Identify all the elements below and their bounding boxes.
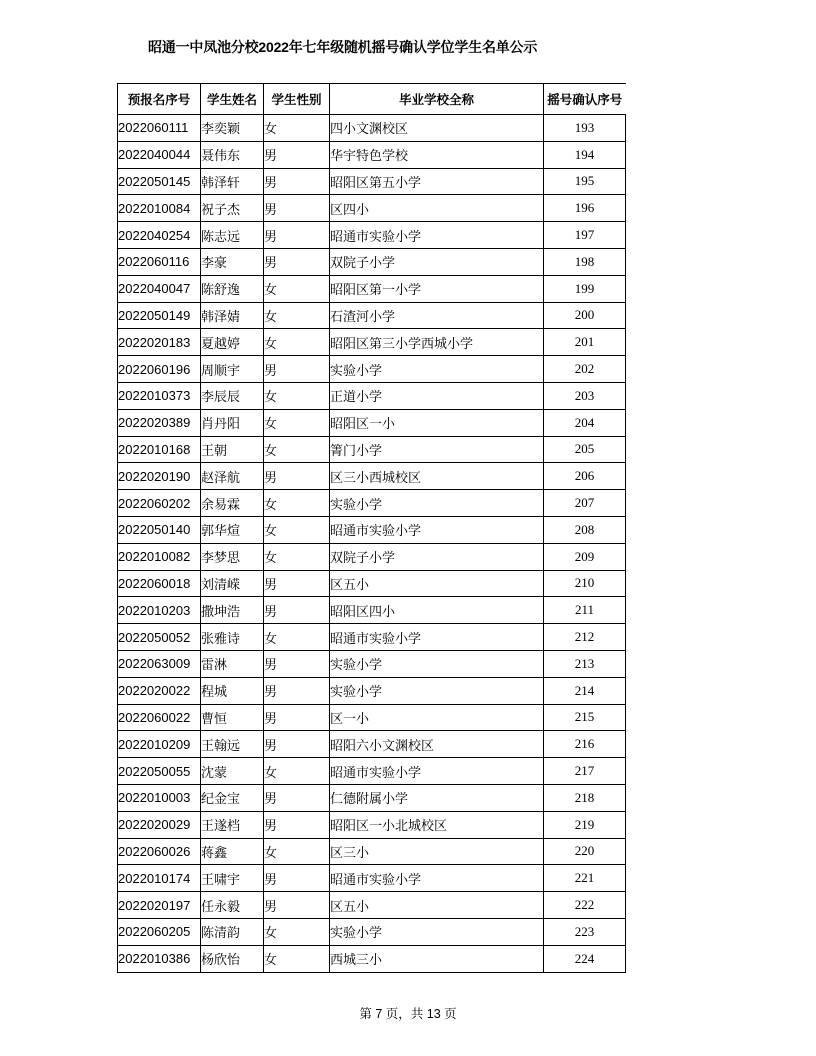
cell-student-gender: 女 [264, 115, 330, 142]
cell-school-name: 双院子小学 [330, 248, 544, 275]
table-row [118, 302, 626, 329]
cell-school-name: 昭阳区第五小学 [330, 168, 544, 195]
cell-lottery-seq: 218 [544, 784, 626, 811]
header-student-name: 学生姓名 [201, 84, 264, 115]
cell-prereg-id: 2022050145 [118, 168, 201, 195]
cell-school-name: 区四小 [330, 195, 544, 222]
cell-school-name: 区三小西城校区 [330, 463, 544, 490]
cell-school-name: 实验小学 [330, 650, 544, 677]
cell-prereg-id: 2022050140 [118, 516, 201, 543]
cell-student-name: 雷淋 [201, 650, 264, 677]
cell-prereg-id: 2022050055 [118, 758, 201, 785]
cell-student-name: 杨欣怡 [201, 945, 264, 972]
table-row [118, 704, 626, 731]
cell-prereg-id: 2022020190 [118, 463, 201, 490]
cell-student-name: 撒坤浩 [201, 597, 264, 624]
cell-student-gender: 男 [264, 222, 330, 249]
table-row [118, 811, 626, 838]
cell-student-gender: 男 [264, 597, 330, 624]
table-row [118, 865, 626, 892]
table-row [118, 892, 626, 919]
table-row [118, 624, 626, 651]
cell-student-name: 余易霖 [201, 490, 264, 517]
cell-student-gender: 男 [264, 704, 330, 731]
table-row [118, 436, 626, 463]
cell-student-gender: 女 [264, 490, 330, 517]
cell-student-name: 祝子杰 [201, 195, 264, 222]
cell-student-gender: 女 [264, 329, 330, 356]
cell-student-gender: 男 [264, 677, 330, 704]
cell-student-name: 周顺宇 [201, 356, 264, 383]
table-row [118, 329, 626, 356]
header-student-gender: 学生性别 [264, 84, 330, 115]
cell-student-name: 陈舒逸 [201, 275, 264, 302]
cell-student-name: 任永毅 [201, 892, 264, 919]
cell-student-gender: 男 [264, 892, 330, 919]
cell-prereg-id: 2022010373 [118, 382, 201, 409]
student-table-body [118, 115, 626, 973]
cell-lottery-seq: 195 [544, 168, 626, 195]
cell-student-gender: 女 [264, 436, 330, 463]
cell-prereg-id: 2022020022 [118, 677, 201, 704]
cell-school-name: 实验小学 [330, 356, 544, 383]
cell-school-name: 昭阳区四小 [330, 597, 544, 624]
cell-student-gender: 女 [264, 624, 330, 651]
cell-school-name: 昭通市实验小学 [330, 758, 544, 785]
table-row [118, 275, 626, 302]
cell-student-name: 李辰辰 [201, 382, 264, 409]
cell-prereg-id: 2022020029 [118, 811, 201, 838]
cell-lottery-seq: 209 [544, 543, 626, 570]
cell-lottery-seq: 214 [544, 677, 626, 704]
cell-student-name: 王遂档 [201, 811, 264, 838]
cell-prereg-id: 2022010203 [118, 597, 201, 624]
cell-student-gender: 女 [264, 516, 330, 543]
cell-school-name: 区三小 [330, 838, 544, 865]
cell-student-gender: 男 [264, 463, 330, 490]
cell-prereg-id: 2022020197 [118, 892, 201, 919]
table-row [118, 570, 626, 597]
cell-school-name: 实验小学 [330, 490, 544, 517]
cell-lottery-seq: 221 [544, 865, 626, 892]
table-row [118, 543, 626, 570]
cell-student-gender: 男 [264, 650, 330, 677]
cell-prereg-id: 2022060026 [118, 838, 201, 865]
cell-school-name: 实验小学 [330, 677, 544, 704]
cell-prereg-id: 2022040254 [118, 222, 201, 249]
table-row [118, 195, 626, 222]
cell-prereg-id: 2022020183 [118, 329, 201, 356]
table-row [118, 141, 626, 168]
table-row [118, 168, 626, 195]
cell-student-name: 聂伟东 [201, 141, 264, 168]
cell-student-gender: 女 [264, 758, 330, 785]
cell-student-name: 曹恒 [201, 704, 264, 731]
cell-student-name: 赵泽航 [201, 463, 264, 490]
cell-student-name: 王啸宇 [201, 865, 264, 892]
cell-school-name: 昭通市实验小学 [330, 865, 544, 892]
cell-lottery-seq: 200 [544, 302, 626, 329]
table-row [118, 784, 626, 811]
cell-lottery-seq: 199 [544, 275, 626, 302]
cell-lottery-seq: 196 [544, 195, 626, 222]
cell-prereg-id: 2022060205 [118, 918, 201, 945]
cell-student-name: 刘清嵘 [201, 570, 264, 597]
cell-student-gender: 男 [264, 356, 330, 383]
cell-prereg-id: 2022060116 [118, 248, 201, 275]
cell-lottery-seq: 215 [544, 704, 626, 731]
cell-student-gender: 女 [264, 543, 330, 570]
cell-prereg-id: 2022060111 [118, 115, 201, 142]
cell-prereg-id: 2022050052 [118, 624, 201, 651]
cell-school-name: 四小文渊校区 [330, 115, 544, 142]
header-lottery-seq: 摇号确认序号 [544, 84, 626, 115]
cell-student-name: 王朝 [201, 436, 264, 463]
cell-prereg-id: 2022050149 [118, 302, 201, 329]
cell-school-name: 华宇特色学校 [330, 141, 544, 168]
cell-lottery-seq: 206 [544, 463, 626, 490]
cell-prereg-id: 2022020389 [118, 409, 201, 436]
cell-prereg-id: 2022040047 [118, 275, 201, 302]
table-row [118, 490, 626, 517]
cell-student-name: 张雅诗 [201, 624, 264, 651]
cell-student-name: 王翰远 [201, 731, 264, 758]
cell-student-gender: 女 [264, 302, 330, 329]
table-row [118, 838, 626, 865]
cell-prereg-id: 2022063009 [118, 650, 201, 677]
cell-lottery-seq: 212 [544, 624, 626, 651]
cell-lottery-seq: 207 [544, 490, 626, 517]
cell-student-gender: 男 [264, 731, 330, 758]
cell-prereg-id: 2022010003 [118, 784, 201, 811]
page-number-footer: 第 7 页，共 13 页 [359, 1007, 457, 1021]
student-roster-table [117, 83, 626, 973]
cell-school-name: 区五小 [330, 570, 544, 597]
cell-student-name: 蒋鑫 [201, 838, 264, 865]
cell-lottery-seq: 210 [544, 570, 626, 597]
cell-school-name: 昭通市实验小学 [330, 516, 544, 543]
table-row [118, 677, 626, 704]
cell-student-gender: 男 [264, 195, 330, 222]
cell-school-name: 石渣河小学 [330, 302, 544, 329]
cell-school-name: 昭通市实验小学 [330, 624, 544, 651]
cell-prereg-id: 2022010084 [118, 195, 201, 222]
cell-lottery-seq: 208 [544, 516, 626, 543]
cell-lottery-seq: 223 [544, 918, 626, 945]
table-row [118, 945, 626, 972]
cell-prereg-id: 2022060196 [118, 356, 201, 383]
cell-student-gender: 女 [264, 409, 330, 436]
cell-school-name: 昭阳六小文渊校区 [330, 731, 544, 758]
cell-lottery-seq: 217 [544, 758, 626, 785]
cell-student-name: 李豪 [201, 248, 264, 275]
cell-student-gender: 男 [264, 141, 330, 168]
cell-lottery-seq: 220 [544, 838, 626, 865]
cell-student-name: 沈蒙 [201, 758, 264, 785]
cell-prereg-id: 2022040044 [118, 141, 201, 168]
cell-student-name: 陈清韵 [201, 918, 264, 945]
cell-prereg-id: 2022010209 [118, 731, 201, 758]
table-row [118, 597, 626, 624]
cell-school-name: 昭阳区一小 [330, 409, 544, 436]
cell-student-name: 程城 [201, 677, 264, 704]
cell-student-name: 肖丹阳 [201, 409, 264, 436]
table-row [118, 356, 626, 383]
cell-school-name: 实验小学 [330, 918, 544, 945]
table-header-row [118, 84, 626, 115]
cell-school-name: 双院子小学 [330, 543, 544, 570]
cell-lottery-seq: 202 [544, 356, 626, 383]
cell-school-name: 区一小 [330, 704, 544, 731]
cell-student-gender: 男 [264, 784, 330, 811]
cell-lottery-seq: 193 [544, 115, 626, 142]
cell-school-name: 仁德附属小学 [330, 784, 544, 811]
cell-student-gender: 男 [264, 570, 330, 597]
cell-lottery-seq: 224 [544, 945, 626, 972]
cell-school-name: 正道小学 [330, 382, 544, 409]
cell-student-name: 纪金宝 [201, 784, 264, 811]
cell-student-name: 李梦思 [201, 543, 264, 570]
cell-student-name: 郭华煊 [201, 516, 264, 543]
cell-student-gender: 女 [264, 945, 330, 972]
cell-school-name: 昭阳区第一小学 [330, 275, 544, 302]
cell-lottery-seq: 222 [544, 892, 626, 919]
table-row [118, 248, 626, 275]
cell-lottery-seq: 201 [544, 329, 626, 356]
cell-school-name: 箐门小学 [330, 436, 544, 463]
cell-school-name: 西城三小 [330, 945, 544, 972]
header-prereg-id: 预报名序号 [118, 84, 201, 115]
table-row [118, 758, 626, 785]
table-row [118, 918, 626, 945]
cell-student-name: 李奕颖 [201, 115, 264, 142]
cell-lottery-seq: 197 [544, 222, 626, 249]
table-row [118, 115, 626, 142]
cell-school-name: 昭通市实验小学 [330, 222, 544, 249]
cell-lottery-seq: 213 [544, 650, 626, 677]
table-row [118, 650, 626, 677]
cell-student-name: 韩泽轩 [201, 168, 264, 195]
cell-school-name: 昭阳区一小北城校区 [330, 811, 544, 838]
cell-student-gender: 男 [264, 168, 330, 195]
cell-student-gender: 女 [264, 918, 330, 945]
cell-school-name: 昭阳区第三小学西城小学 [330, 329, 544, 356]
cell-lottery-seq: 194 [544, 141, 626, 168]
cell-student-gender: 女 [264, 382, 330, 409]
table-row [118, 382, 626, 409]
cell-student-name: 韩泽婧 [201, 302, 264, 329]
cell-lottery-seq: 219 [544, 811, 626, 838]
table-row [118, 516, 626, 543]
cell-lottery-seq: 204 [544, 409, 626, 436]
cell-lottery-seq: 211 [544, 597, 626, 624]
cell-student-gender: 男 [264, 811, 330, 838]
cell-student-gender: 女 [264, 838, 330, 865]
cell-prereg-id: 2022060202 [118, 490, 201, 517]
cell-prereg-id: 2022060018 [118, 570, 201, 597]
cell-lottery-seq: 216 [544, 731, 626, 758]
table-row [118, 463, 626, 490]
header-school-name: 毕业学校全称 [330, 84, 544, 115]
cell-student-gender: 男 [264, 865, 330, 892]
cell-prereg-id: 2022010174 [118, 865, 201, 892]
cell-prereg-id: 2022060022 [118, 704, 201, 731]
table-row [118, 409, 626, 436]
table-row [118, 222, 626, 249]
cell-school-name: 区五小 [330, 892, 544, 919]
cell-prereg-id: 2022010082 [118, 543, 201, 570]
cell-student-gender: 女 [264, 275, 330, 302]
cell-student-name: 夏越婷 [201, 329, 264, 356]
cell-lottery-seq: 203 [544, 382, 626, 409]
cell-student-name: 陈志远 [201, 222, 264, 249]
cell-prereg-id: 2022010168 [118, 436, 201, 463]
cell-student-gender: 男 [264, 248, 330, 275]
cell-prereg-id: 2022010386 [118, 945, 201, 972]
page-title: 昭通一中凤池分校2022年七年级随机摇号确认学位学生名单公示 [148, 39, 538, 55]
table-row [118, 731, 626, 758]
cell-lottery-seq: 198 [544, 248, 626, 275]
cell-lottery-seq: 205 [544, 436, 626, 463]
